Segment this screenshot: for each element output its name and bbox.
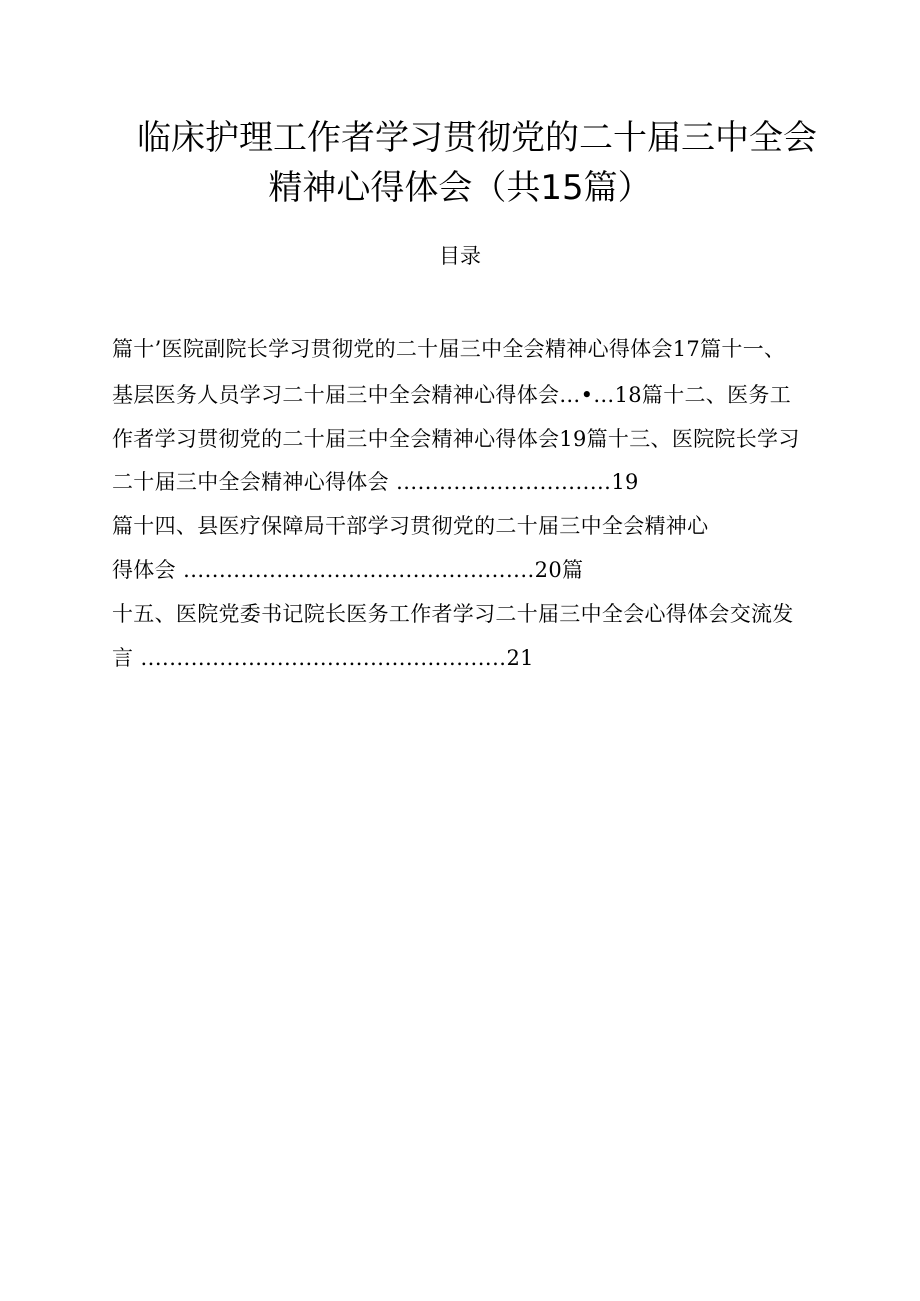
toc-heading: 目录 [439, 244, 481, 268]
toc-entry-line-5: 篇十四、县医疗保障局干部学习贯彻党的二十届三中全会精神心 [112, 514, 709, 538]
toc-entry-line-3: 作者学习贯彻党的二十届三中全会精神心得体会19篇十三、医院院长学习 [112, 427, 800, 451]
toc-entry-line-8 [112, 643, 534, 673]
toc-entry-text: 得体会 [112, 558, 176, 582]
toc-leader-dots: ................................................... [133, 646, 507, 670]
toc-entry-line-2: 基层医务人员学习二十届三中全会精神心得体会…•…18篇十二、医务工 [112, 383, 792, 407]
toc-entry-line-1: 篇十’医院副院长学习贯彻党的二十届三中全会精神心得体会17篇十一、 [112, 337, 786, 361]
toc-page-number: 20篇 [534, 558, 584, 582]
toc-leader-dots: ................................................. [175, 558, 535, 582]
toc-entry-text: 言 [112, 646, 134, 670]
toc-entry-line-4 [112, 467, 639, 497]
toc-entry-line-7: 十五、医院党委书记院长医务工作者学习二十届三中全会心得体会交流发 [112, 602, 794, 626]
toc-page-number: 21 [506, 646, 534, 670]
document-title-line-2: 精神心得体会（共15篇） [268, 168, 652, 208]
toc-entry-line-6 [112, 555, 583, 585]
document-title-line-1: 临床护理工作者学习贯彻党的二十届三中全会 [137, 118, 817, 158]
toc-page-number: 19 [611, 470, 639, 494]
toc-leader-dots: .............................. [388, 470, 612, 494]
toc-entry-text: 二十届三中全会精神心得体会 [112, 470, 389, 494]
